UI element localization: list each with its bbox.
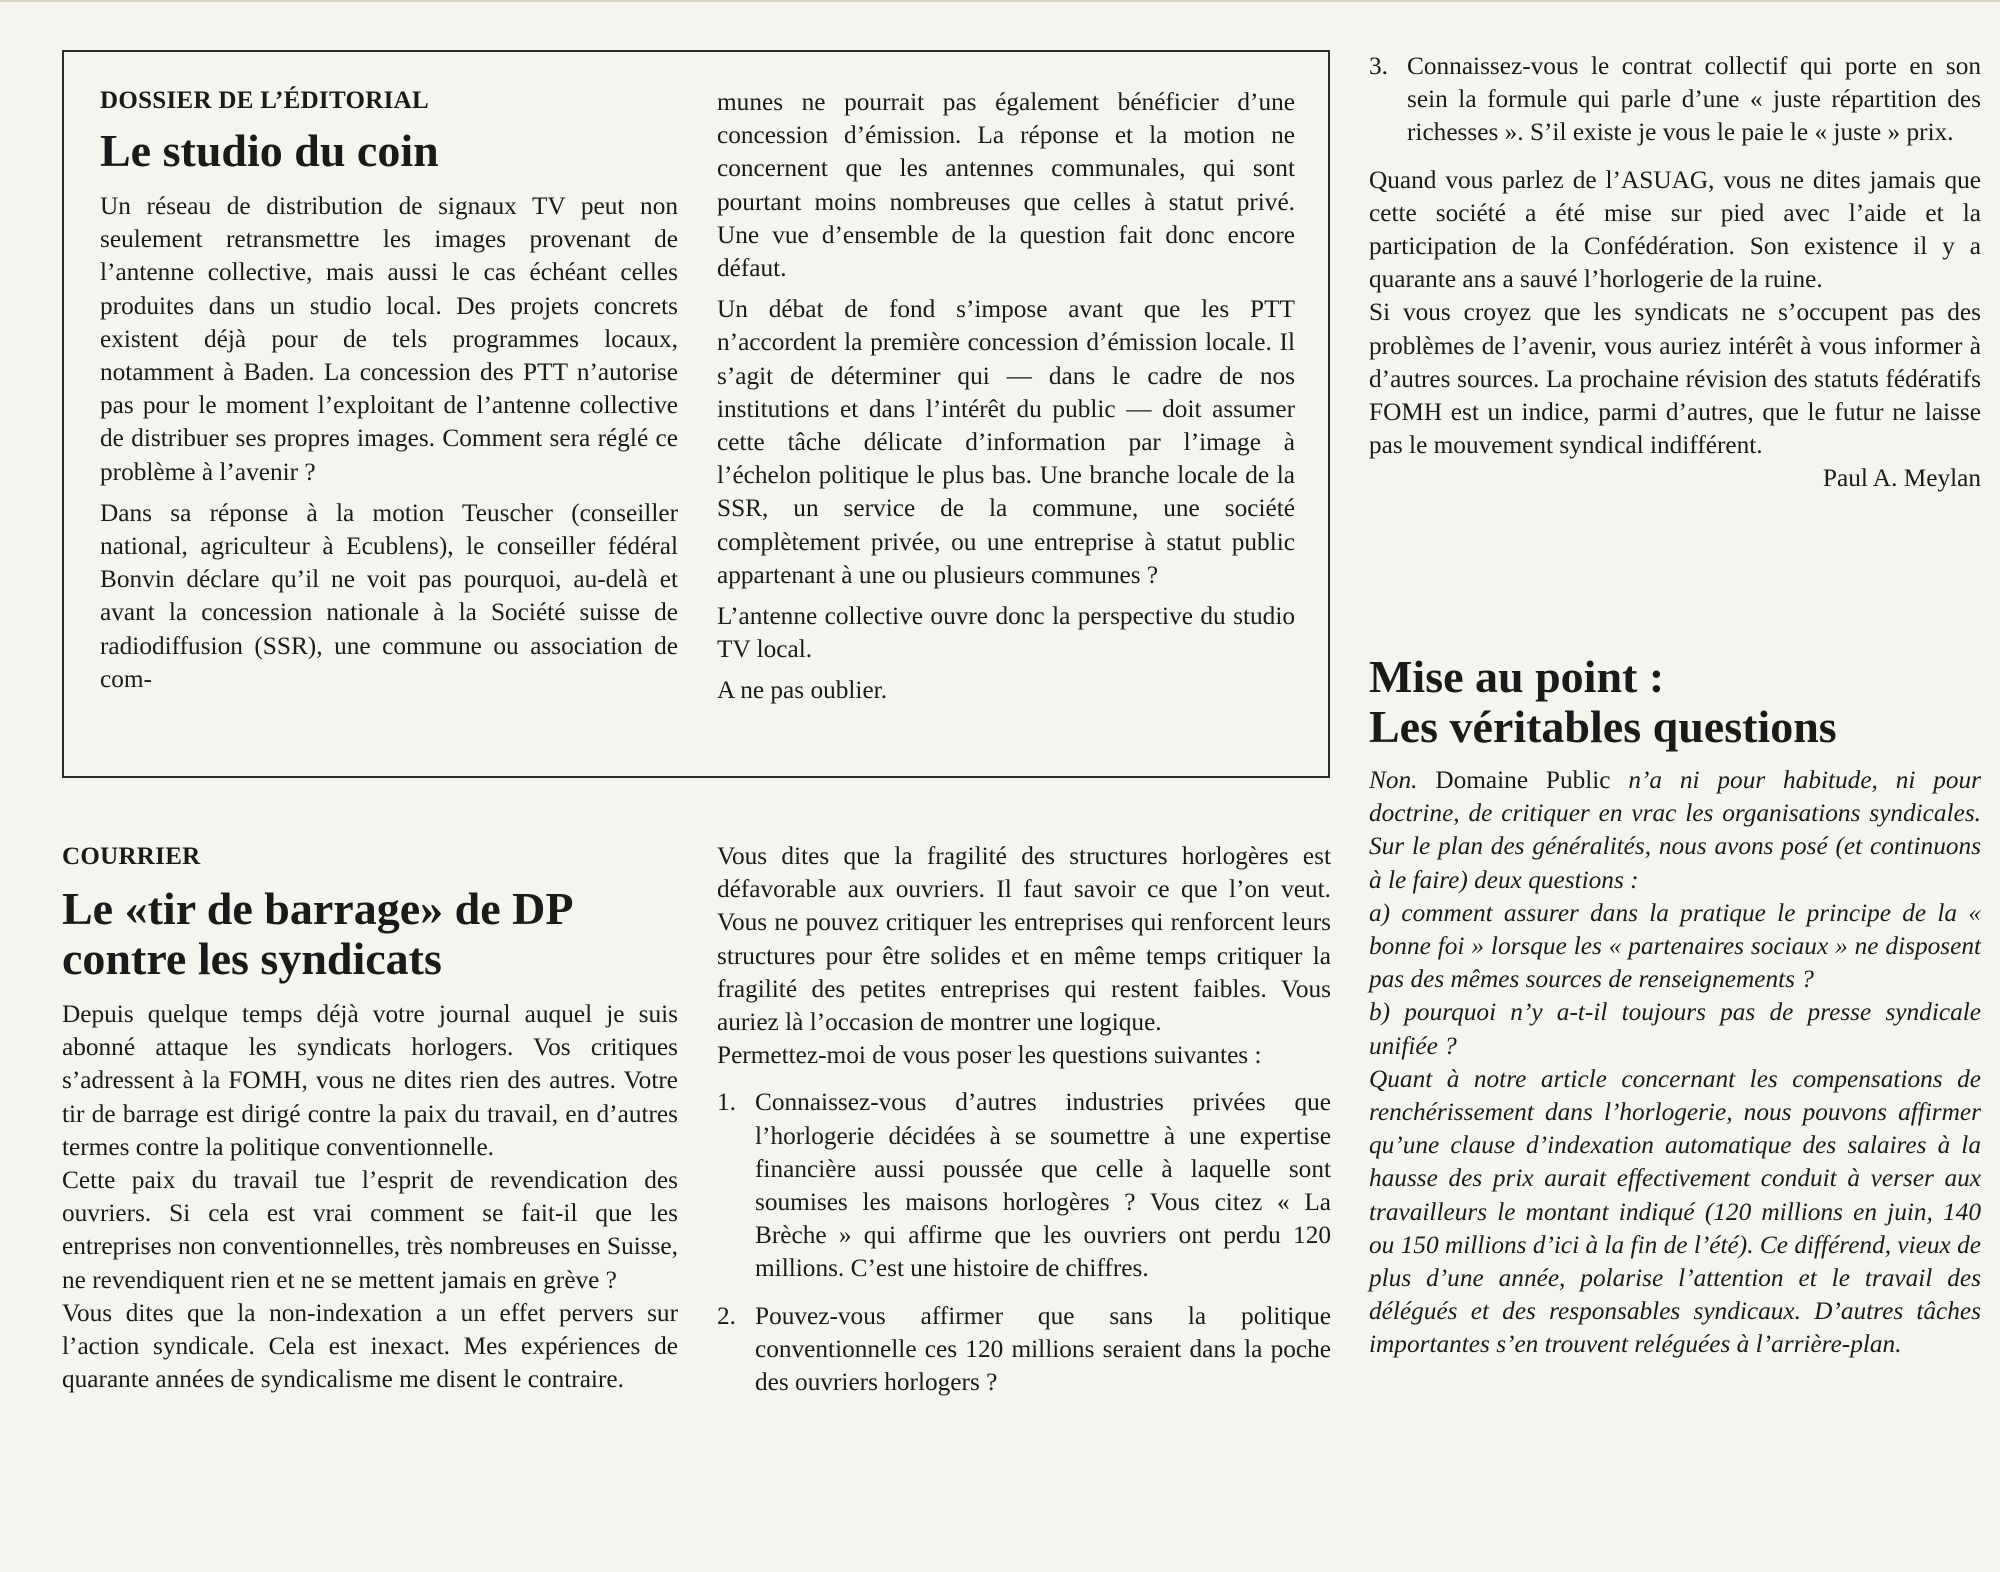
- question-text: Connaissez-vous le contrat collectif qui porte en son sein la formule qui parle d’une « juste répartition des richesses ». S’il existe je vous le paie le « juste » prix.: [1407, 52, 1981, 147]
- question-number: 2.: [717, 1301, 736, 1330]
- editorial-paragraph: Un réseau de distribution de signaux TV peut non seulement retransmettre les images provenant de l’antenne collective, mais aussi le cas échéant celles produites dans un studio local. Des projets concrets existent déjà pour de tels programmes locaux, notamment à Baden. La concession des PTT n’autorise pas pour le moment l’exploitant de l’antenne collective de distribuer ses propres images. Comment sera réglé ce problème à l’avenir ?: [100, 192, 678, 486]
- question-number: 3.: [1369, 52, 1388, 80]
- author-signature: Paul A. Meylan: [1822, 464, 1981, 493]
- question-list: [717, 1086, 1331, 1399]
- question-a: a) comment assurer dans la pratique le principe de la « bonne foi » lorsque les « partenaires sociaux » ne disposent pas des mêmes sources de renseignements ?: [1369, 898, 1981, 994]
- question-item: [717, 1086, 1331, 1285]
- editorial-title: Le studio du coin: [100, 125, 439, 176]
- mise-au-point-title-line-2: Les véritables questions: [1369, 701, 1837, 752]
- courrier-column-3: [1369, 50, 1981, 496]
- question-item: [717, 1300, 1331, 1400]
- editorial-column-1: [100, 86, 678, 696]
- courrier-title-line-1: Le «tir de barrage» de DP: [62, 883, 574, 934]
- editorial-column-2: [717, 86, 1295, 708]
- courrier-paragraph: Quand vous parlez de l’ASUAG, vous ne dites jamais que cette société a été mise sur pied avec l’aide et la participation de la Confédération. Son existence il y a quarante ans a sauvé l’horlogerie de la ruine.: [1369, 165, 1981, 294]
- courrier-paragraph: Vous dites que la fragilité des structures horlogères est défavorable aux ouvriers. Il faut savoir ce que l’on veut. Vous ne pouvez critiquer les entreprises qui renforcent leurs structures pour être solides et en même temps critiquer la fragilité des petites entreprises qui restent faibles. Vous auriez là l’occasion de montrer une logique.: [717, 842, 1331, 1037]
- editorial-paragraph: L’antenne collective ouvre donc la perspective du studio TV local.: [717, 602, 1295, 664]
- editorial-paragraph: A ne pas oublier.: [717, 676, 888, 705]
- question-number: 1.: [717, 1088, 736, 1117]
- courrier-paragraph: Vous dites que la non-indexation a un effet pervers sur l’action syndicale. Cela est inexact. Mes expériences de quarante années de syndicalisme me disent le contraire.: [62, 1298, 678, 1394]
- editorial-paragraph: Un débat de fond s’impose avant que les PTT n’accordent la première concession d’émission locale. Il s’agit de déterminer qui — dans le cadre de nos institutions et dans l’intérêt du public — doit assumer cette tâche délicate d’information par l’image à l’échelon politique le plus bas. Une branche locale de la SSR, un service de la commune, une société complètement privée, ou une entreprise à statut public appartenant à une ou plusieurs communes ?: [717, 295, 1295, 589]
- mise-au-point-column: [1369, 652, 1981, 1362]
- courrier-paragraph: Permettez-moi de vous poser les questions suivantes :: [717, 1041, 1262, 1070]
- courrier-paragraph: Si vous croyez que les syndicats ne s’occupent pas des problèmes de l’avenir, vous auriez intérêt à vous informer à d’autres sources. La prochaine révision des statuts fédératifs FOMH est un indice, parmi d’autres, que le futur ne laisse pas le mouvement syndical indifférent.: [1369, 298, 1981, 460]
- intro-word: Non.: [1369, 766, 1418, 794]
- editorial-paragraph: Dans sa réponse à la motion Teuscher (conseiller national, agriculteur à Ecublens), le conseiller fédéral Bonvin déclare qu’il ne voit pas pourquoi, au-delà et avant la concession nationale à la Société suisse de radiodiffusion (SSR), une commune ou association de com-: [100, 498, 678, 693]
- publication-name: Domaine Public: [1435, 766, 1611, 794]
- editorial-kicker: DOSSIER DE L’ÉDITORIAL: [100, 87, 429, 114]
- courrier-title-line-2: contre les syndicats: [62, 933, 442, 984]
- courrier-kicker: COURRIER: [62, 843, 201, 870]
- mise-au-point-intro: [1369, 764, 1981, 897]
- courrier-column-2: [717, 840, 1331, 1399]
- question-text: Connaissez-vous d’autres industries privées que l’horlogerie décidées à se soumettre à une expertise financière aussi poussée que celle à laquelle sont soumises les maisons horlogères ? Vous citez « La Brèche » qui affirme que les ouvriers ont perdu 120 millions. C’est une histoire de chiffres.: [755, 1088, 1331, 1283]
- mise-au-point-title: [1369, 652, 1981, 752]
- courrier-column-1: [62, 842, 678, 1396]
- question-list-continued: [1369, 50, 1981, 150]
- mise-au-point-title-line-1: Mise au point :: [1369, 651, 1665, 702]
- question-item: [1369, 50, 1981, 150]
- courrier-paragraph: Depuis quelque temps déjà votre journal auquel je suis abonné attaque les syndicats horlogers. Vos critiques s’adressent à la FOMH, vous ne dites rien des autres. Votre tir de barrage est dirigé contre la paix du travail, en d’autres termes contre la politique conventionnelle.: [62, 1000, 678, 1161]
- editorial-paragraph: munes ne pourrait pas également bénéficier d’une concession d’émission. La réponse et la motion ne concernent que les antennes communales, qui sont pourtant moins nombreuses que celles à statut privé. Une vue d’ensemble de la question fait donc encore défaut.: [717, 88, 1295, 283]
- question-b: b) pourquoi n’y a-t-il toujours pas de presse syndicale unifiée ?: [1369, 998, 1981, 1060]
- courrier-paragraph: Cette paix du travail tue l’esprit de revendication des ouvriers. Si cela est vrai comment se fait-il que les entreprises non conventionnelles, très nombreuses en Suisse, ne revendiquent rien et ne se mettent jamais en grève ?: [62, 1166, 678, 1294]
- intro-text: n’a ni pour habitude, ni pour doctrine, de critiquer en vrac les organisations syndicales. Sur le plan des généralités, nous avons posé (et continuons à le faire) deux questions :: [1369, 766, 1981, 894]
- courrier-title: [62, 884, 678, 984]
- top-rule: [0, 0, 2000, 2]
- question-text: Pouvez-vous affirmer que sans la politique conventionnelle ces 120 millions seraient dans la poche des ouvriers horlogers ?: [755, 1301, 1331, 1397]
- mise-au-point-closing: Quant à notre article concernant les compensations de renchérissement dans l’horlogerie, nous pouvons affirmer qu’une clause d’indexation automatique des salaires à la hausse des prix aurait effectivement conduit à verser aux travailleurs le montant indiqué (120 millions en juin, 140 ou 150 millions d’ici à la fin de l’été). Ce différend, vieux de plus d’une année, polarise l’attention et le travail des délégués et des responsables syndicaux. D’autres tâches importantes s’en trouvent reléguées à l’arrière-plan.: [1369, 1064, 1981, 1359]
